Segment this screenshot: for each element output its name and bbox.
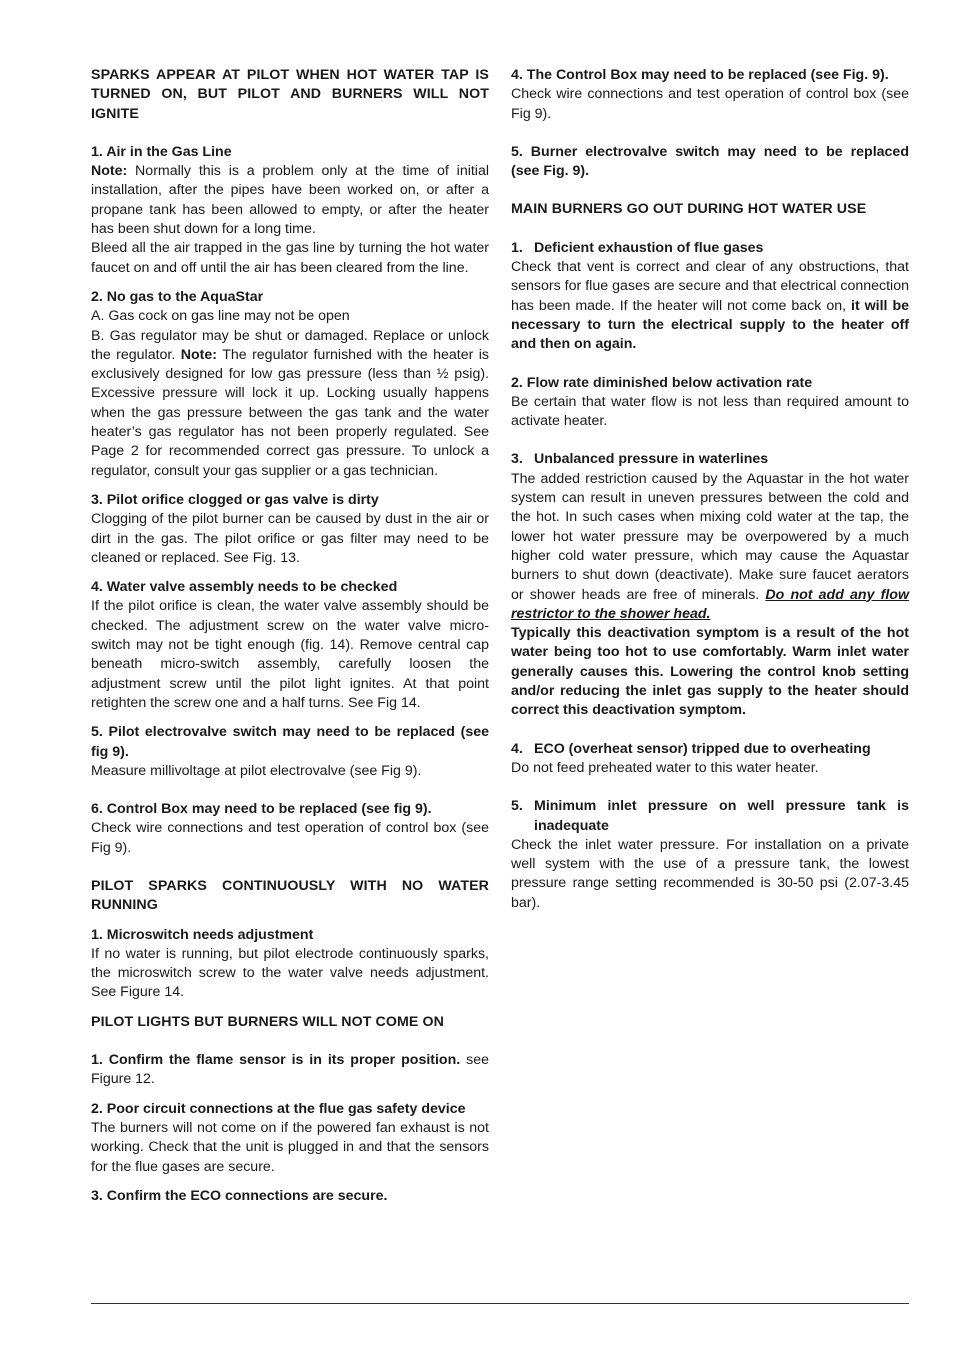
- paragraph: Do not feed preheated water to this water heater.: [511, 759, 819, 776]
- numbered-title: [511, 450, 909, 469]
- item-title: 4. The Control Box may need to be replaced (see Fig. 9).: [511, 67, 889, 83]
- text-run: see Figure 12.: [91, 1052, 489, 1088]
- text-run: B. Gas regulator may be shut or damaged. Replace or unlock the regulator.: [91, 327, 489, 363]
- paragraph: [91, 327, 489, 481]
- section-heading: MAIN BURNERS GO OUT DURING HOT WATER USE: [511, 201, 867, 218]
- item-title: 4. Water valve assembly needs to be checked: [91, 579, 398, 596]
- paragraph: A. Gas cock on gas line may not be open: [91, 308, 350, 325]
- item-title: Unbalanced pressure in waterlines: [534, 451, 769, 468]
- note-text: Normally this is a problem only at the time of initial installation, after the pipes have been worked on, or after a propane tank has been allowed to empty, or after the heater has been shut down for a long time.: [91, 163, 489, 238]
- paragraph: Check the inlet water pressure. For installation on a private well system with the use of a pressure tank, the lowest pressure range setting recommended is 30-50 psi (2.07-3.45 bar).: [511, 836, 909, 911]
- item-title: 2. Poor circuit connections at the flue gas safety device: [91, 1100, 466, 1117]
- paragraph: The burners will not come on if the powered fan exhaust is not working. Check that the unit is plugged in and that the sensors for the flue gases are secure.: [91, 1119, 489, 1175]
- numbered-title: [511, 740, 909, 759]
- paragraph: Check wire connections and test operation of control box (see Fig 9).: [91, 820, 489, 856]
- emphasis-text: Do not add any flow restrictor to the shower head.: [511, 586, 909, 622]
- item-title: 6. Control Box may need to be replaced (see fig 9).: [91, 801, 432, 818]
- text-run: The regulator furnished with the heater is exclusively designed for low gas pressure (less than ½ psig). Excessive pressure will lock it up. Locking usually happens when the gas pressure between the gas tank and the water heater’s gas regulator has not been properly regulated. See Page 2 for recommended correct gas pressure. To unlock a regulator, consult your gas supplier or a gas technician.: [91, 346, 489, 479]
- text-run: Check that vent is correct and clear of any obstructions, that sensors for flue gases are secure and that electrical connection has been made. If the heater will not come back on,: [511, 259, 909, 314]
- paragraph: Bleed all the air trapped in the gas line by turning the hot water faucet on and off until the air has been cleared from the line.: [91, 240, 489, 276]
- item-number: 3.: [511, 451, 523, 468]
- item-title: 2. No gas to the AquaStar: [91, 288, 264, 305]
- item-number: 5.: [511, 798, 523, 815]
- section-heading: SPARKS APPEAR AT PILOT WHEN HOT WATER TAP IS TURNED ON, BUT PILOT AND BURNERS WILL NOT IGNITE: [91, 67, 489, 122]
- item-title: 3. Pilot orifice clogged or gas valve is dirty: [91, 491, 379, 508]
- item-title: 5. Pilot electrovalve switch may need to be replaced (see fig 9).: [91, 724, 489, 760]
- paragraph: [511, 258, 909, 354]
- paragraph: [91, 162, 489, 239]
- item-number: 4.: [511, 740, 523, 757]
- note-label: Note:: [91, 163, 128, 180]
- paragraph: Typically this deactivation symptom is a result of the hot water being too hot to use comfortably. Warm inlet water generally causes this. Lowering the control knob setting and/or reducing the inlet gas supply to the heater should correct this deactivation symptom.: [511, 625, 909, 719]
- left-column: [91, 66, 489, 1206]
- item-title: Deficient exhaustion of flue gases: [534, 239, 764, 256]
- section-heading: PILOT LIGHTS BUT BURNERS WILL NOT COME ON: [91, 1013, 444, 1030]
- right-column: [511, 66, 909, 913]
- footer-rule: [91, 1303, 909, 1304]
- item-title: 1. Air in the Gas Line: [91, 143, 232, 160]
- paragraph: [91, 1051, 489, 1090]
- text-run: The added restriction caused by the Aquastar in the hot water system can result in uneven pressures between the cold and the hot. In such cases when mixing cold water at the tap, the lower hot water pressure may be overpowered by a much higher cold water pressure, which may cause the Aquastar burners to shut down (deactivate). Make sure faucet aerators or shower heads are free of minerals.: [511, 470, 909, 603]
- note-label: Note:: [180, 346, 218, 363]
- paragraph: Measure millivoltage at pilot electrovalve (see Fig 9).: [91, 762, 422, 779]
- item-title: 1. Confirm the flame sensor is in its proper position.: [91, 1052, 461, 1069]
- paragraph: Be certain that water flow is not less than required amount to activate heater.: [511, 393, 909, 430]
- section-heading: PILOT SPARKS CONTINUOUSLY WITH NO WATER RUNNING: [91, 877, 489, 914]
- item-number: 1.: [511, 239, 523, 256]
- item-title: 5. Burner electrovalve switch may need to be replaced (see Fig. 9).: [511, 143, 909, 180]
- item-title: ECO (overheat sensor) tripped due to overheating: [534, 740, 871, 757]
- item-title: 1. Microswitch needs adjustment: [91, 926, 314, 943]
- item-title: Minimum inlet pressure on well pressure tank is inadequate: [534, 798, 909, 834]
- numbered-title: [511, 797, 909, 836]
- numbered-title: [511, 239, 909, 258]
- bold-text: it will be necessary to turn the electrical supply to the heater off and then on again.: [511, 297, 910, 353]
- paragraph: Check wire connections and test operation of control box (see Fig 9).: [511, 86, 909, 122]
- item-title: 2. Flow rate diminished below activation rate: [511, 374, 813, 391]
- paragraph: Clogging of the pilot burner can be caused by dust in the air or dirt in the gas. The pilot orifice or gas filter may need to be cleaned or replaced. See Fig. 13.: [91, 511, 489, 566]
- paragraph: If no water is running, but pilot electrode continuously sparks, the microswitch screw to the water valve needs adjustment. See Figure 14.: [91, 945, 489, 1001]
- item-title: 3. Confirm the ECO connections are secure.: [91, 1187, 388, 1204]
- paragraph: [511, 470, 909, 624]
- paragraph: If the pilot orifice is clean, the water valve assembly should be checked. The adjustment screw on the water valve micro-switch may not be tight enough (fig. 14). Remove central cap beneath micro-switch assembly, carefully loosen the adjustment screw until the pilot light ignites. At that point retighten the screw one and a half turns. See Fig 14.: [91, 598, 489, 711]
